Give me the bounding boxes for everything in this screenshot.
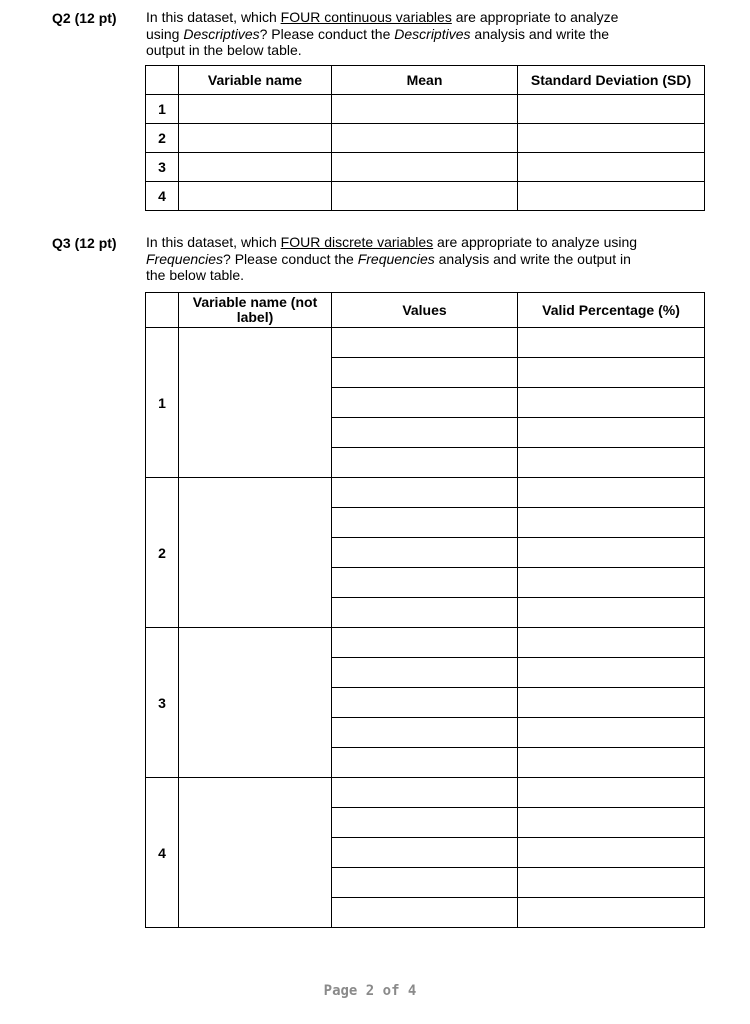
q2-label: Q2 (12 pt): [52, 10, 117, 26]
value-cell[interactable]: [332, 658, 518, 688]
table-header-row: [146, 66, 705, 95]
value-cell[interactable]: [332, 328, 518, 358]
q3-instructions: In this dataset, which FOUR discrete variables are appropriate to analyze using Frequencies? Please conduct the Frequencies analysis and write the output in the below table.: [146, 234, 638, 283]
valid-percentage-cell[interactable]: [518, 538, 705, 568]
header-index: [146, 66, 179, 95]
row-number: 1: [146, 95, 179, 124]
value-cell[interactable]: [332, 748, 518, 778]
valid-percentage-cell[interactable]: [518, 388, 705, 418]
table-row: [146, 478, 705, 508]
value-cell[interactable]: [332, 448, 518, 478]
valid-percentage-cell[interactable]: [518, 838, 705, 868]
header-variable-name-not-label: Variable name (not label): [179, 293, 332, 328]
table-row: [146, 153, 705, 182]
variable-name-cell[interactable]: [179, 778, 332, 928]
valid-percentage-cell[interactable]: [518, 718, 705, 748]
value-cell[interactable]: [332, 628, 518, 658]
table-row: [146, 95, 705, 124]
row-number: 1: [146, 328, 179, 478]
table-row: [146, 778, 705, 808]
row-number: 2: [146, 124, 179, 153]
valid-percentage-cell[interactable]: [518, 598, 705, 628]
value-cell[interactable]: [332, 388, 518, 418]
q2-descriptives-table: [145, 65, 705, 211]
variable-name-cell[interactable]: [179, 153, 332, 182]
variable-name-cell[interactable]: [179, 328, 332, 478]
value-cell[interactable]: [332, 838, 518, 868]
q3-frequencies-table: [145, 292, 705, 928]
valid-percentage-cell[interactable]: [518, 448, 705, 478]
valid-percentage-cell[interactable]: [518, 778, 705, 808]
table-row: [146, 628, 705, 658]
q3-label: Q3 (12 pt): [52, 235, 117, 251]
sd-cell[interactable]: [518, 95, 705, 124]
table-header-row: [146, 293, 705, 328]
variable-name-cell[interactable]: [179, 124, 332, 153]
row-number: 3: [146, 628, 179, 778]
valid-percentage-cell[interactable]: [518, 628, 705, 658]
valid-percentage-cell[interactable]: [518, 658, 705, 688]
header-mean: Mean: [332, 66, 518, 95]
value-cell[interactable]: [332, 508, 518, 538]
mean-cell[interactable]: [332, 182, 518, 211]
row-number: 3: [146, 153, 179, 182]
sd-cell[interactable]: [518, 124, 705, 153]
table-row: [146, 328, 705, 358]
value-cell[interactable]: [332, 418, 518, 448]
sd-cell[interactable]: [518, 182, 705, 211]
valid-percentage-cell[interactable]: [518, 688, 705, 718]
value-cell[interactable]: [332, 808, 518, 838]
variable-name-cell[interactable]: [179, 182, 332, 211]
valid-percentage-cell[interactable]: [518, 478, 705, 508]
value-cell[interactable]: [332, 718, 518, 748]
valid-percentage-cell[interactable]: [518, 868, 705, 898]
value-cell[interactable]: [332, 898, 518, 928]
value-cell[interactable]: [332, 868, 518, 898]
table-row: [146, 182, 705, 211]
header-valid-percentage: Valid Percentage (%): [518, 293, 705, 328]
header-index: [146, 293, 179, 328]
value-cell[interactable]: [332, 688, 518, 718]
valid-percentage-cell[interactable]: [518, 328, 705, 358]
valid-percentage-cell[interactable]: [518, 898, 705, 928]
row-number: 4: [146, 182, 179, 211]
valid-percentage-cell[interactable]: [518, 808, 705, 838]
header-variable-name: Variable name: [179, 66, 332, 95]
q2-instructions: In this dataset, which FOUR continuous variables are appropriate to analyze using Descriptives? Please conduct the Descriptives analysis and write the output in the below table.: [146, 9, 619, 58]
value-cell[interactable]: [332, 778, 518, 808]
valid-percentage-cell[interactable]: [518, 748, 705, 778]
valid-percentage-cell[interactable]: [518, 568, 705, 598]
mean-cell[interactable]: [332, 124, 518, 153]
row-number: 2: [146, 478, 179, 628]
valid-percentage-cell[interactable]: [518, 358, 705, 388]
value-cell[interactable]: [332, 358, 518, 388]
page-number: Page 2 of 4: [323, 983, 417, 999]
sd-cell[interactable]: [518, 153, 705, 182]
row-number: 4: [146, 778, 179, 928]
valid-percentage-cell[interactable]: [518, 418, 705, 448]
q3-table-body: [146, 328, 705, 928]
value-cell[interactable]: [332, 538, 518, 568]
mean-cell[interactable]: [332, 95, 518, 124]
value-cell[interactable]: [332, 478, 518, 508]
variable-name-cell[interactable]: [179, 95, 332, 124]
value-cell[interactable]: [332, 598, 518, 628]
table-row: [146, 124, 705, 153]
value-cell[interactable]: [332, 568, 518, 598]
variable-name-cell[interactable]: [179, 628, 332, 778]
valid-percentage-cell[interactable]: [518, 508, 705, 538]
header-sd: Standard Deviation (SD): [518, 66, 705, 95]
variable-name-cell[interactable]: [179, 478, 332, 628]
header-values: Values: [332, 293, 518, 328]
mean-cell[interactable]: [332, 153, 518, 182]
